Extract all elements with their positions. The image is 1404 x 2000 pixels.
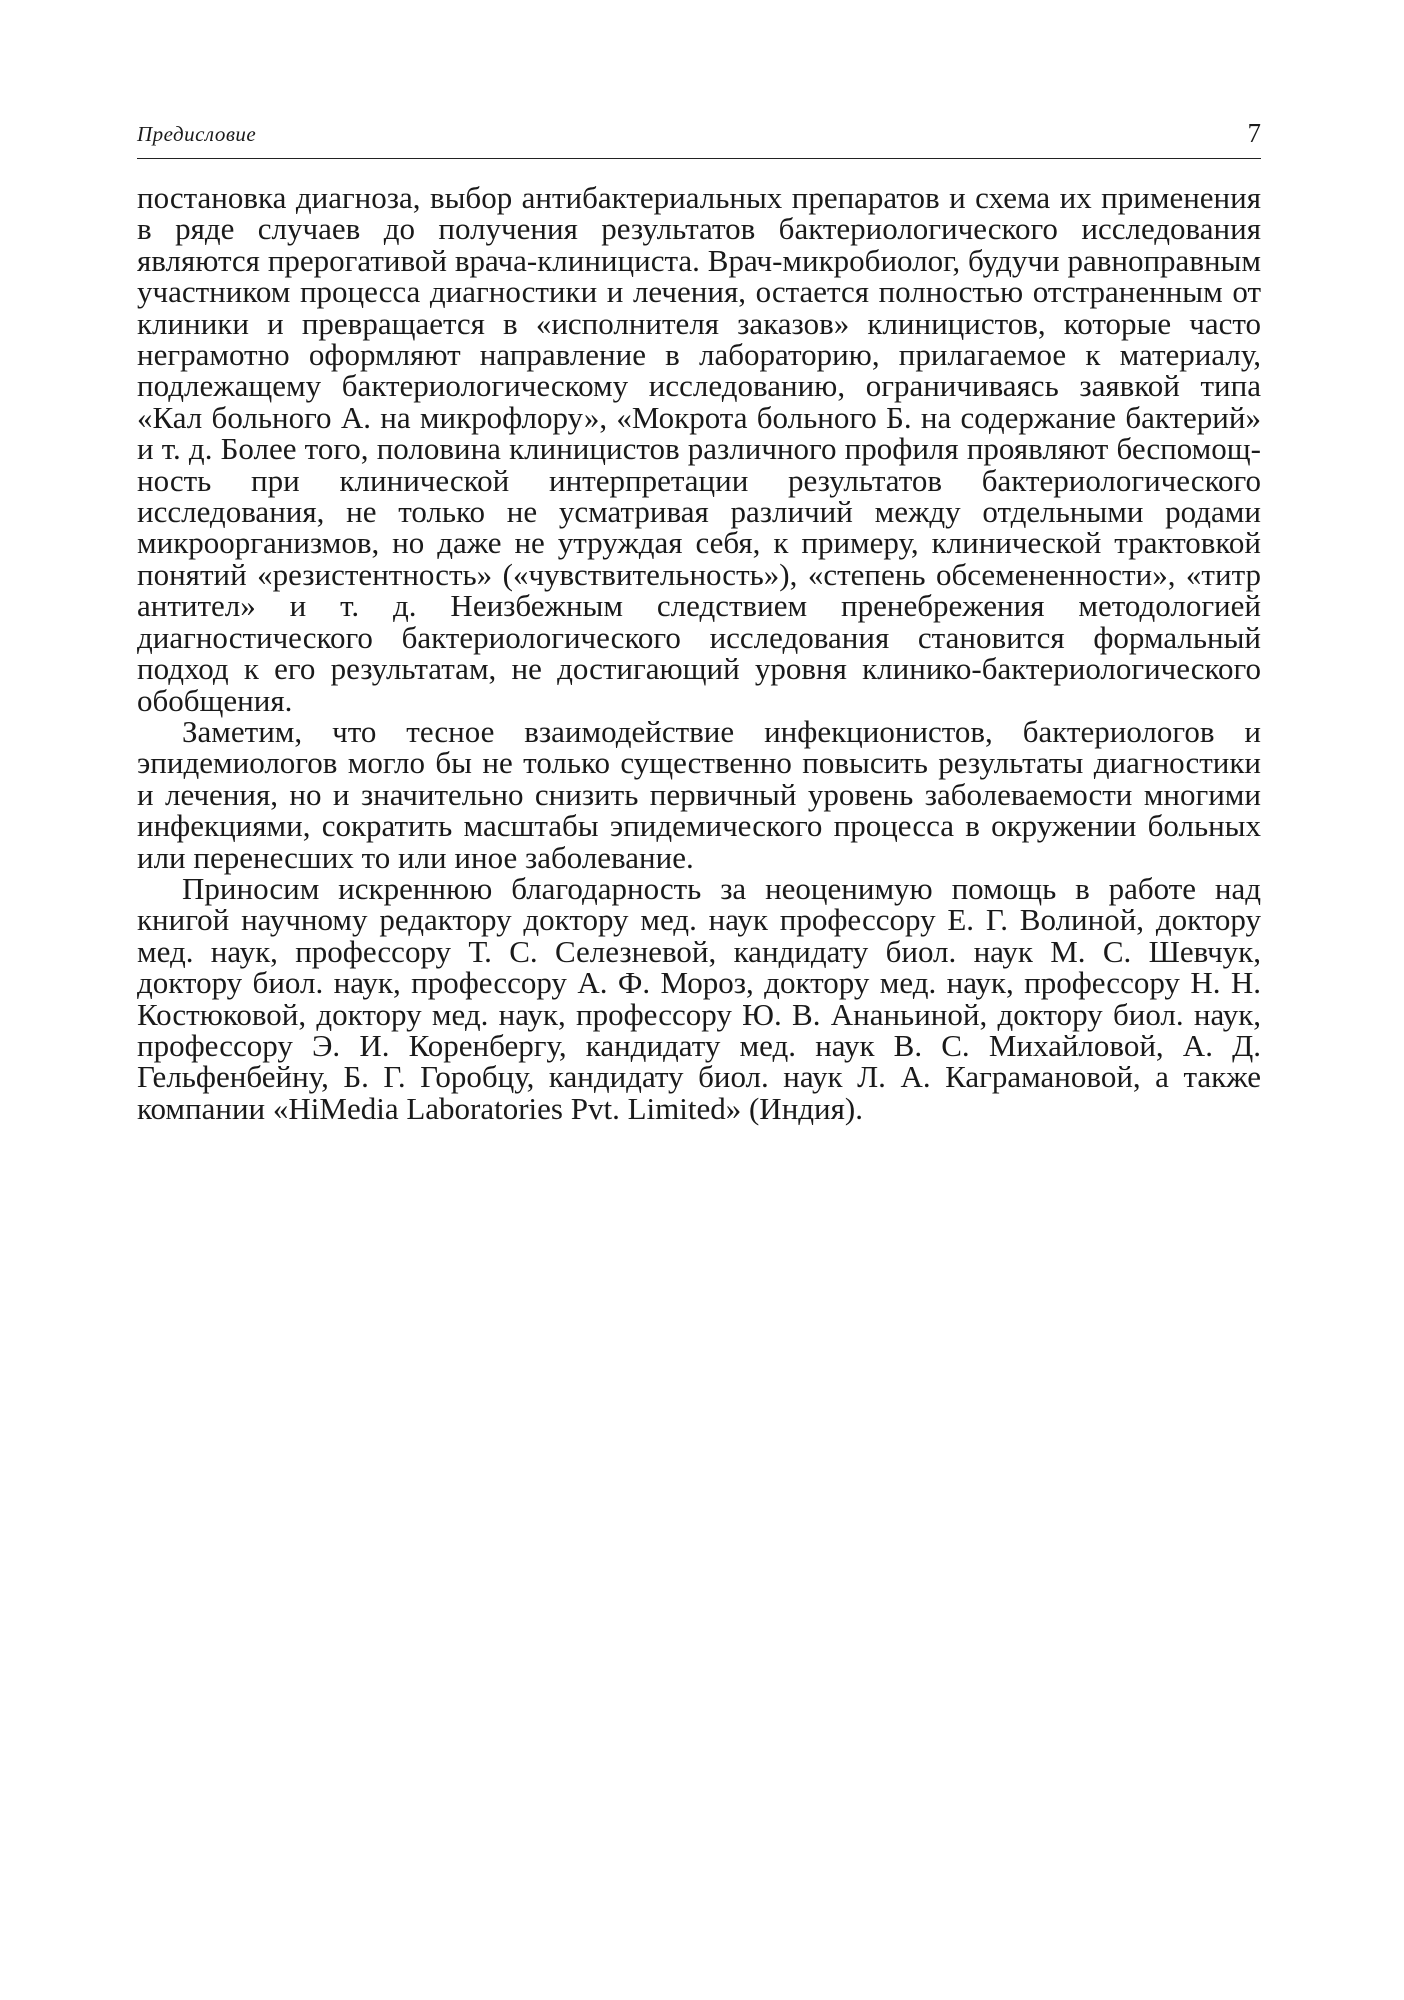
body-text: [137, 182, 1261, 1124]
running-title: Предисловие: [137, 122, 257, 146]
page-number: 7: [1247, 118, 1261, 148]
paragraph-collaboration: Заметим, что тесное взаимодействие инфекционистов, бактериологов и эпидемиологов могло бы не только существенно повысить результаты диагностики и лечения, но и значительно снизить первичный уровень заболеваемости многими инфекциями, сократить масштабы эпидемического процесса в окружении больных или перенесших то или иное заболевание.: [137, 713, 1261, 875]
paragraph-continuation: постановка диагноза, выбор антибактериальных препаратов и схема их применения в ряде случаев до получения результатов бактериологического исследования являются прерогативой врача-клинициста. Врач-микробиолог, будучи равноправным участником процесса диагностики и лечения, остается полностью отстраненным от клиники и превращается в «исполнителя заказов» клиницистов, которые часто неграмотно оформляют направление в лабораторию, прилагаемое к материалу, подлежащему бактериологическому исследованию, ограничиваясь заявкой типа «Кал больного А. на микрофлору», «Мокрота больного Б. на содержание бактерий» и т. д. Более того, половина клиницистов различного профиля проявляют беспомощность при клинической интерпретации результатов бактериологического исследования, не только не усматривая различий между отдельными родами микроорганизмов, но даже не утруждая себя, к примеру, клинической трактовкой понятий «резистентность» («чувствительность»), «степень обсемененности», «титр антител» и т. д. Неизбежным следствием пренебрежения методологией диагностического бактериологического исследования становится формальный подход к его результатам, не достигающий уровня клинико-бактериологического обобщения.: [137, 180, 1261, 718]
header-rule: [137, 158, 1261, 159]
running-head: [137, 118, 1261, 154]
paragraph-acknowledgements: Приносим искреннюю благодарность за неоценимую помощь в работе над книгой научному редактору доктору мед. наук профессору Е. Г. Волиной, доктору мед. наук, профессору Т. С. Селезневой, кандидату биол. наук М. С. Шевчук, доктору биол. наук, профессору А. Ф. Мороз, доктору мед. наук, профессору Н. Н. Костюковой, доктору мед. наук, профессору Ю. В. Ананьиной, доктору биол. наук, профессору Э. И. Коренбергу, кандидату мед. наук В. С. Михайловой, А. Д. Гельфенбейну, Б. Г. Горобцу, кандидату биол. наук Л. А. Каграмановой, а также компании «HiMedia Laboratories Pvt. Limited» (Индия).: [137, 870, 1261, 1126]
